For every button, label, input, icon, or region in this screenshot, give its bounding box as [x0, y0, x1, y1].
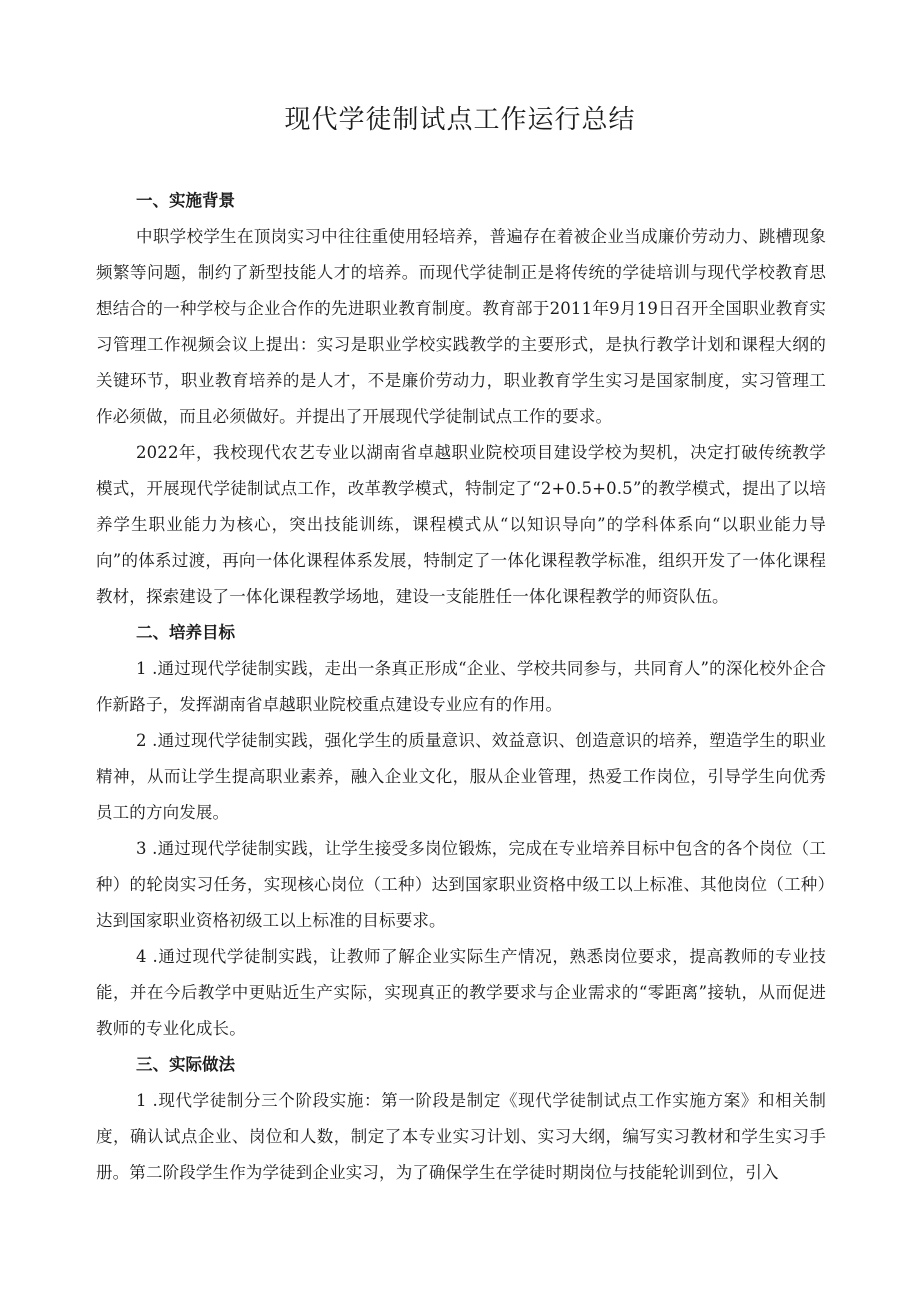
paragraph: 3 .通过现代学徒制实践，让学生接受多岗位锻炼，完成在专业培养目标中包含的各个岗位（工种）的轮岗实习任务，实现核心岗位（工种）达到国家职业资格中级工以上标准、其他岗位（工种）达到国家职业资格初级工以上标准的目标要求。	[96, 839, 826, 930]
section-heading-practice: 三、实际做法	[136, 1055, 235, 1074]
paragraph: 4 .通过现代学徒制实践，让教师了解企业实际生产情况，熟悉岗位要求，提高教师的专业技能，并在今后教学中更贴近生产实际，实现真正的教学要求与企业需求的“零距离”接轨，从而促进教师的专业化成长。	[96, 947, 826, 1038]
paragraph: 1 .现代学徒制分三个阶段实施：第一阶段是制定《现代学徒制试点工作实施方案》和相关制度，确认试点企业、岗位和人数，制定了本专业实习计划、实习大纲，编写实习教材和学生实习手册。第二阶段学生作为学徒到企业实习，为了确保学生在学徒时期岗位与技能轮训到位，引入	[96, 1091, 826, 1182]
document-title: 现代学徒制试点工作运行总结	[284, 105, 636, 135]
paragraph: 中职学校学生在顶岗实习中往往重使用轻培养，普遍存在着被企业当成廉价劳动力、跳槽现象频繁等问题，制约了新型技能人才的培养。而现代学徒制正是将传统的学徒培训与现代学校教育思想结合的一种学校与企业合作的先进职业教育制度。教育部于2011年9月19日召开全国职业教育实习管理工作视频会议上提出：实习是职业学校实践教学的主要形式，是执行教学计划和课程大纲的关键环节，职业教育培养的是人才，不是廉价劳动力，职业教育学生实习是国家制度，实习管理工作必须做，而且必须做好。并提出了开展现代学徒制试点工作的要求。	[96, 227, 826, 426]
document-body	[96, 183, 826, 1191]
paragraph: 1 .通过现代学徒制实践，走出一条真正形成“企业、学校共同参与，共同育人”的深化校外企合作新路子，发挥湖南省卓越职业院校重点建设专业应有的作用。	[96, 659, 826, 714]
paragraph: 2022年，我校现代农艺专业以湖南省卓越职业院校项目建设学校为契机，决定打破传统教学模式，开展现代学徒制试点工作，改革教学模式，特制定了“2+0.5+0.5”的教学模式，提出了以培养学生职业能力为核心，突出技能训练，课程模式从“以知识导向”的学科体系向“以职业能力导向”的体系过渡，再向一体化课程体系发展，特制定了一体化课程教学标准，组织开发了一体化课程教材，探索建设了一体化课程教学场地，建设一支能胜任一体化课程教学的师资队伍。	[96, 443, 826, 606]
paragraph: 2 .通过现代学徒制实践，强化学生的质量意识、效益意识、创造意识的培养，塑造学生的职业精神，从而让学生提高职业素养，融入企业文化，服从企业管理，热爱工作岗位，引导学生向优秀员工的方向发展。	[96, 731, 826, 822]
section-heading-goals: 二、培养目标	[136, 623, 235, 642]
section-heading-background: 一、实施背景	[136, 191, 235, 210]
